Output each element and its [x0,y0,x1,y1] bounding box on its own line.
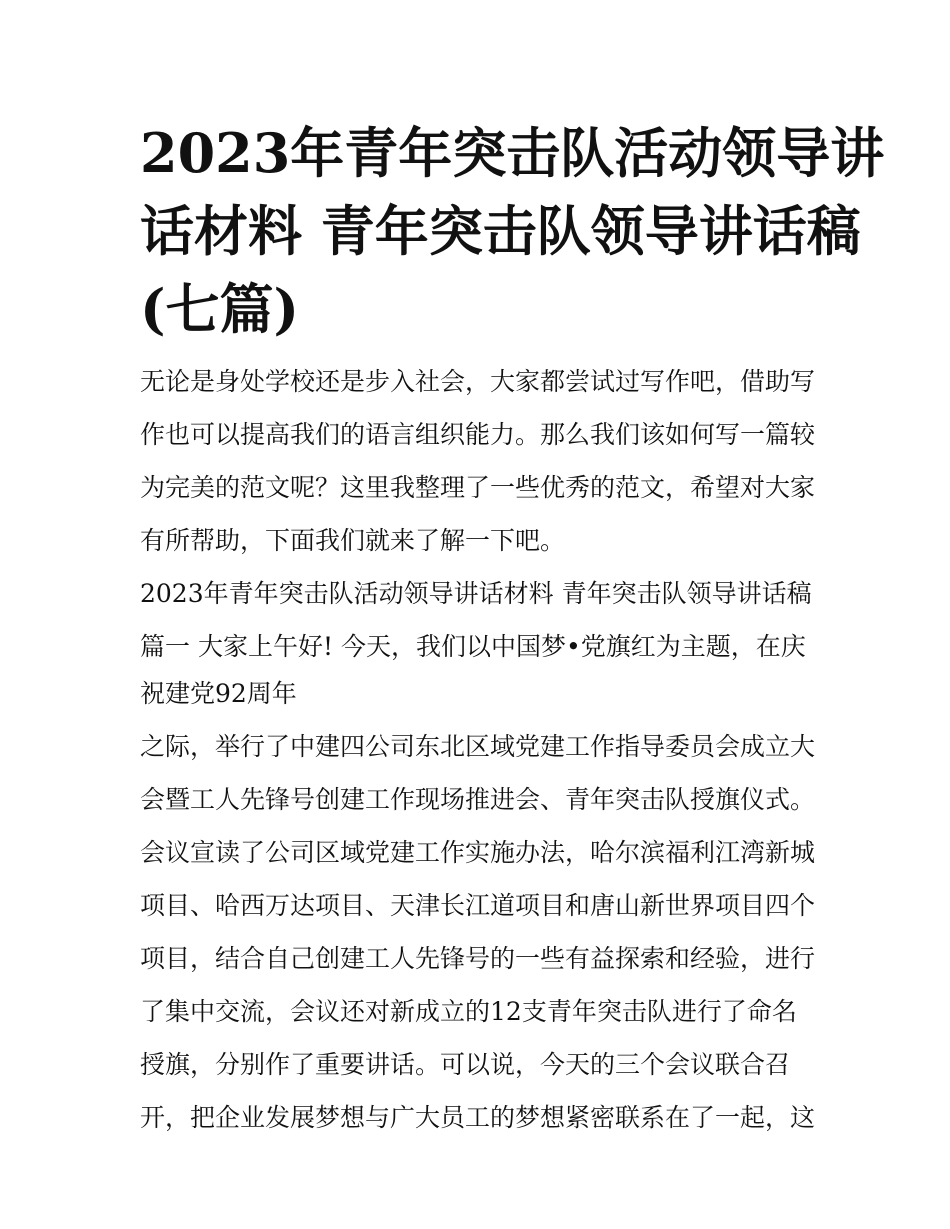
speech-line: 项目、哈西万达项目、天津长江道项目和唐山新世界项目四个 [140,891,816,920]
speech-line: 了集中交流，会议还对新成立的12支青年突击队进行了命名 [140,997,797,1026]
title-line: (七篇) [140,277,300,341]
document-title [140,114,885,348]
intro-line: 有所帮助，下面我们就来了解一下吧。 [140,526,566,555]
intro-line: 作也可以提高我们的语言组织能力。那么我们该如何写一篇较 [140,420,816,449]
speech-line: 授旗，分别作了重要讲话。可以说，今天的三个会议联合召 [140,1050,791,1079]
speech-line: 项目，结合自己创建工人先锋号的一些有益探索和经验，进行 [140,944,816,973]
speech-line: 开，把企业发展梦想与广大员工的梦想紧密联系在了一起，这 [140,1103,816,1132]
intro-line: 为完美的范文呢？这里我整理了一些优秀的范文，希望对大家 [140,473,816,502]
section-line: 祝建党92周年 [140,679,297,708]
speech-line: 之际，举行了中建四公司东北区域党建工作指导委员会成立大 [140,732,816,761]
intro-line: 无论是身处学校还是步入社会，大家都尝试过写作吧，借助写 [140,367,816,396]
speech-line: 会暨工人先锋号创建工作现场推进会、青年突击队授旗仪式。 [140,785,816,814]
section-heading-line: 2023年青年突击队活动领导讲话材料 青年突击队领导讲话稿 [140,579,812,608]
title-line: 话材料 青年突击队领导讲话稿 [140,199,861,263]
speech-line: 会议宣读了公司区域党建工作实施办法，哈尔滨福利江湾新城 [140,838,816,867]
document-body [140,355,830,1144]
section-line: 篇一 大家上午好! 今天，我们以中国梦•党旗红为主题，在庆 [140,632,806,661]
title-line: 2023年青年突击队活动领导讲 [140,121,885,185]
